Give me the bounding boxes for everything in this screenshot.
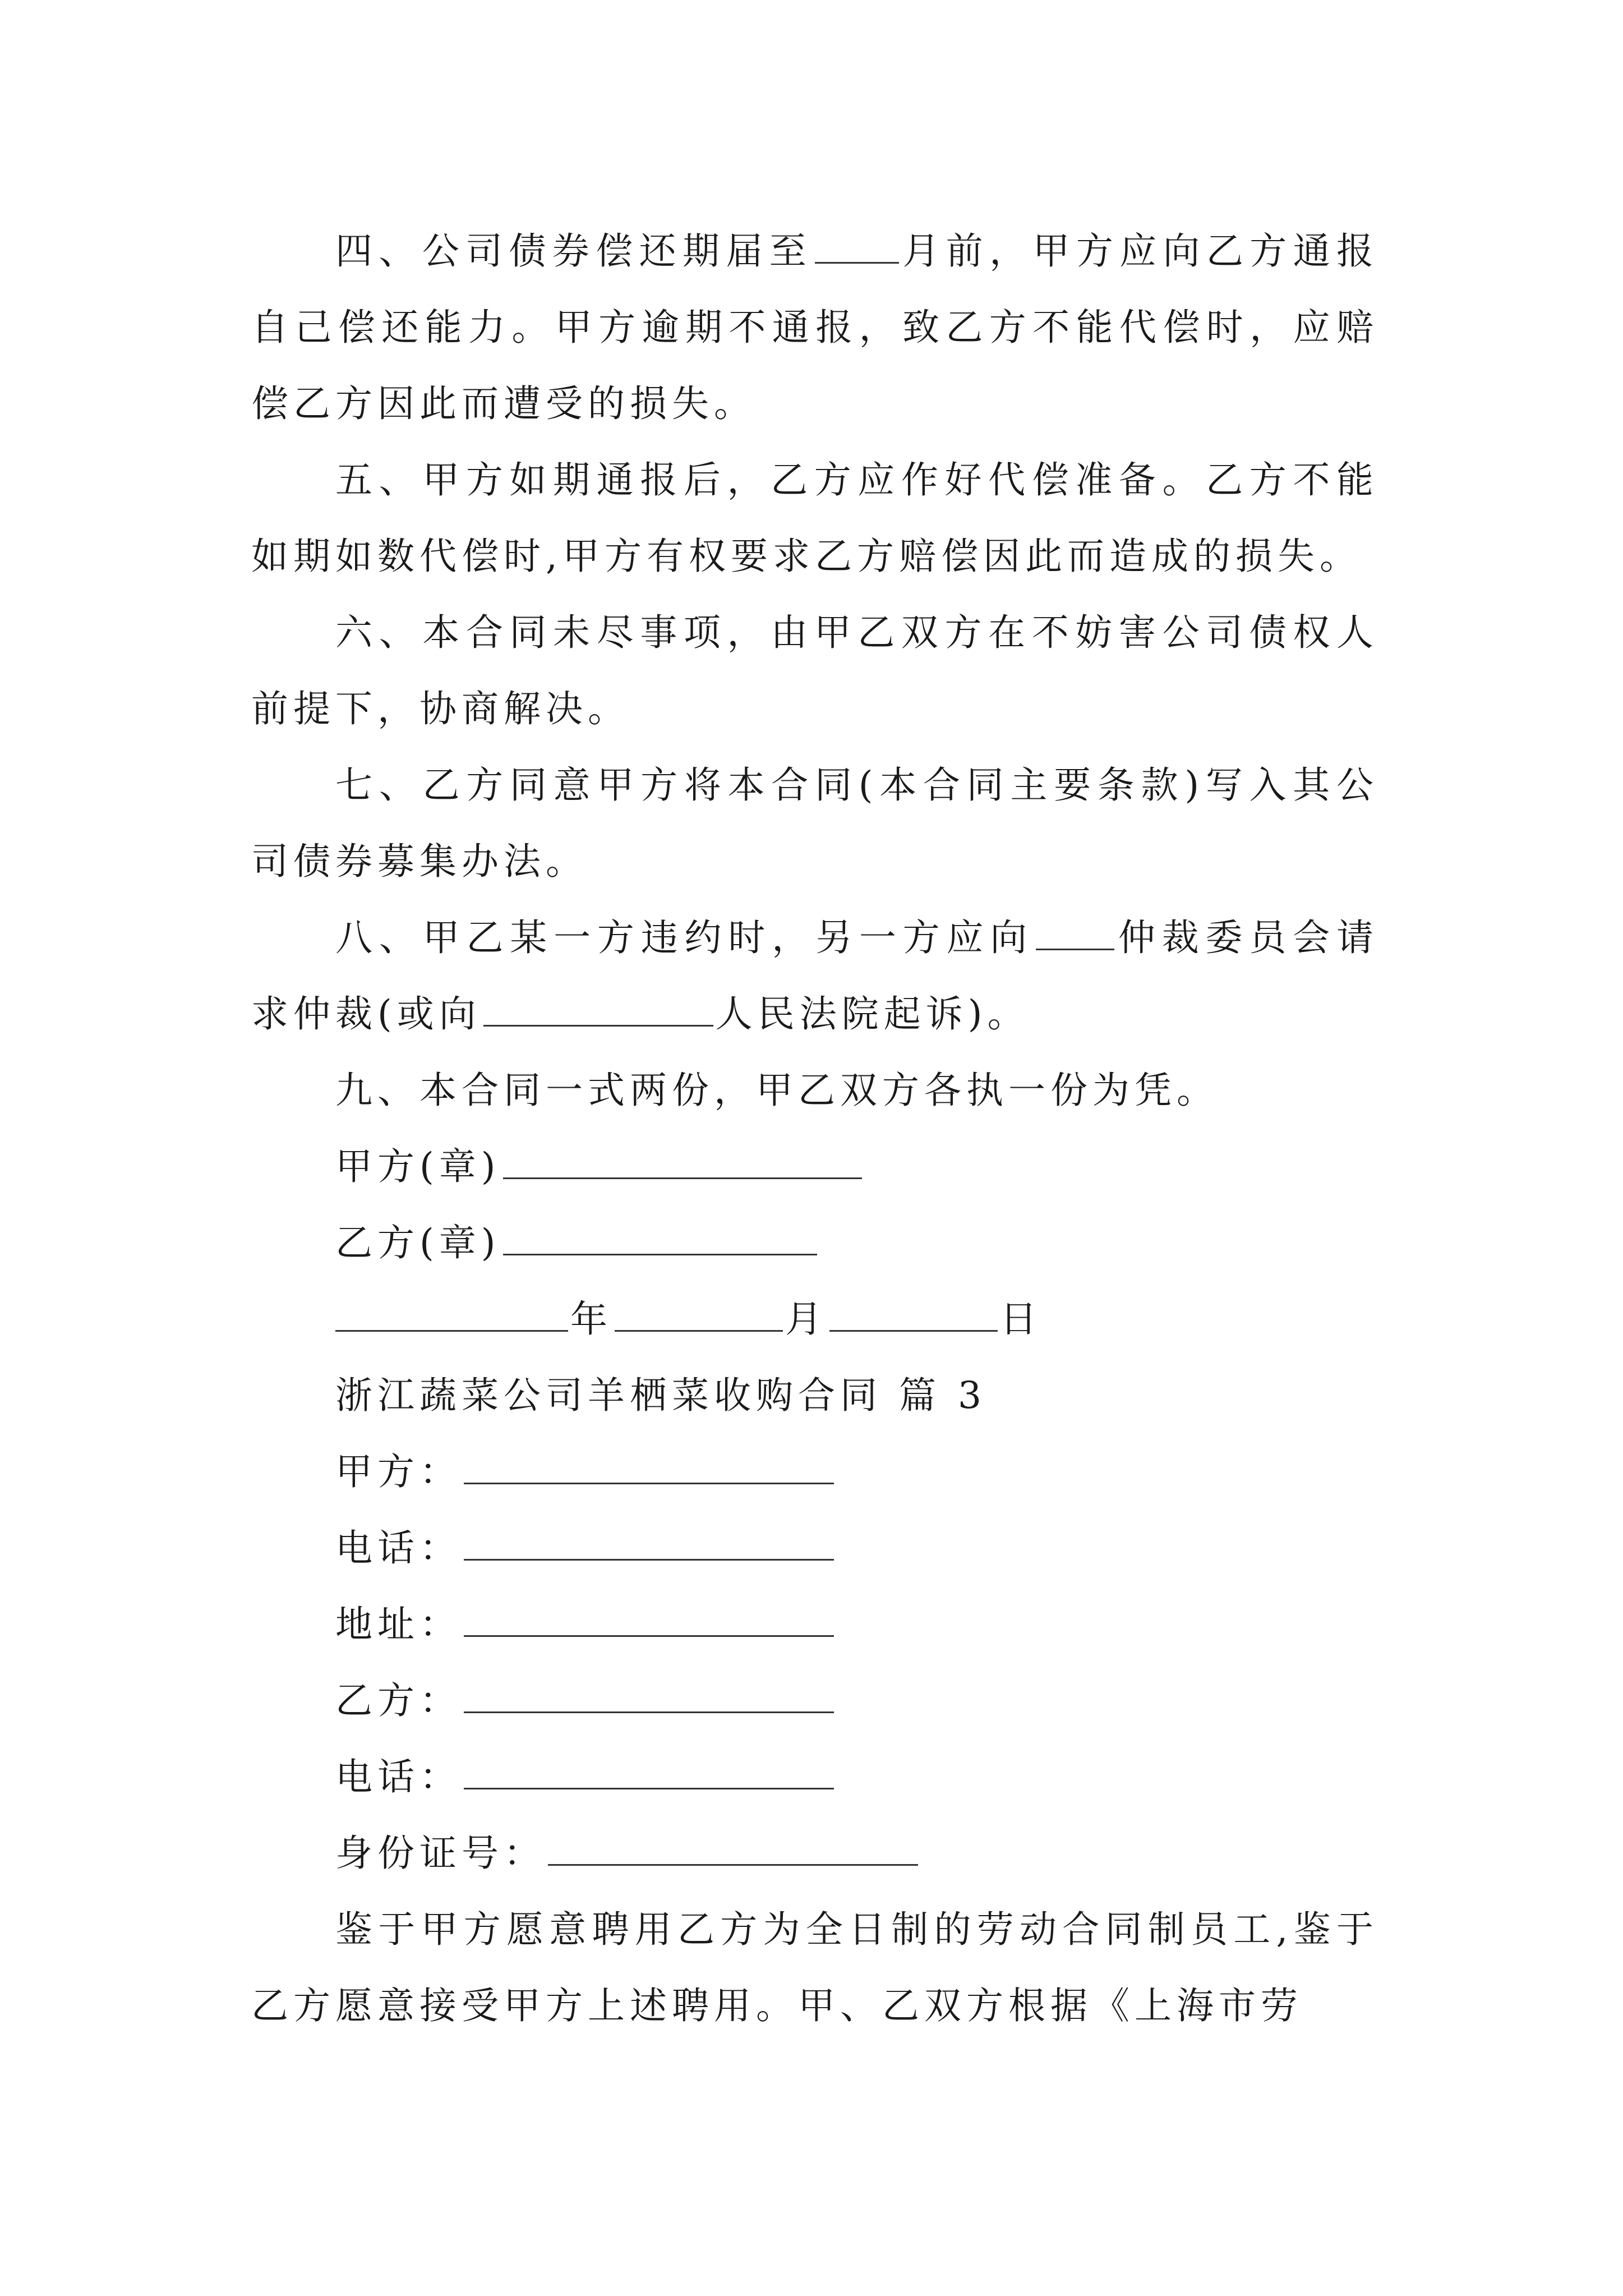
- field-phone-b: [251, 1739, 1378, 1815]
- clause-8-text-c: 人民法院起诉)。: [715, 992, 1030, 1036]
- signature-date: [251, 1281, 1378, 1358]
- field-party-a-label: 甲方：: [335, 1450, 462, 1493]
- clause-5: 五、甲方如期通报后，乙方应作好代偿准备。乙方不能如期如数代偿时,甲方有权要求乙方赔偿因此而造成的损失。: [251, 458, 1378, 578]
- date-month-label: 月: [785, 1297, 827, 1341]
- field-phone-a-line: [464, 1527, 834, 1561]
- intro-paragraph: 鉴于甲方愿意聘用乙方为全日制的劳动合同制员工,鉴于乙方愿意接受甲方上述聘用。甲、乙双方根据《上海市劳: [251, 1908, 1378, 2027]
- field-phone-b-label: 电话：: [335, 1755, 462, 1798]
- date-year-label: 年: [570, 1297, 612, 1341]
- field-id-number-label: 身份证号：: [335, 1832, 546, 1875]
- field-party-a: [251, 1434, 1378, 1510]
- clause-8-text-a: 八、甲乙某一方违约时，另一方应向: [335, 916, 1034, 959]
- section-title: 浙江蔬菜公司羊栖菜收购合同 篇 3: [335, 1374, 986, 1417]
- date-year-line: [335, 1299, 568, 1332]
- blank-court: [483, 993, 713, 1027]
- signature-party-a-line: [503, 1146, 862, 1179]
- field-address-line: [464, 1604, 834, 1637]
- field-address-label: 地址：: [335, 1603, 462, 1646]
- field-party-b: [251, 1663, 1378, 1739]
- clause-7: 七、乙方同意甲方将本合同(本合同主要条款)写入其公司债券募集办法。: [251, 763, 1378, 883]
- field-id-number: [251, 1815, 1378, 1892]
- signature-party-b: [251, 1205, 1378, 1281]
- date-day-label: 日: [1000, 1297, 1042, 1341]
- field-phone-a-label: 电话：: [335, 1526, 462, 1570]
- date-day-line: [829, 1299, 998, 1332]
- field-address: [251, 1586, 1378, 1663]
- clause-8-text-b: 仲裁委员会请求仲裁(或向: [251, 916, 1379, 1036]
- document-page: [251, 213, 1378, 2044]
- blank-months: [815, 231, 899, 264]
- clause-4: [251, 213, 1378, 442]
- field-phone-a: [251, 1510, 1378, 1586]
- clause-9: 九、本合同一式两份，甲乙双方各执一份为凭。: [335, 1069, 1219, 1112]
- field-party-b-label: 乙方：: [335, 1679, 462, 1722]
- signature-party-b-line: [503, 1222, 817, 1255]
- field-party-a-line: [464, 1451, 834, 1484]
- signature-party-b-label: 乙方(章): [335, 1221, 501, 1264]
- signature-party-a: [251, 1129, 1378, 1205]
- clause-4-text-a: 四、公司债券偿还期届至: [335, 229, 813, 273]
- clause-6: 六、本合同未尽事项，由甲乙双方在不妨害公司债权人前提下，协商解决。: [251, 611, 1378, 730]
- field-phone-b-line: [464, 1756, 834, 1789]
- clause-8: [251, 900, 1378, 1052]
- field-party-b-line: [464, 1680, 834, 1713]
- blank-arbitration: [1036, 917, 1114, 950]
- clause-4-text-b: 月前，甲方应向乙方通报自己偿还能力。甲方逾期不通报，致乙方不能代偿时，应赔偿乙方因此而遭受的损失。: [251, 229, 1378, 425]
- date-month-line: [615, 1299, 783, 1332]
- signature-party-a-label: 甲方(章): [335, 1145, 501, 1188]
- field-id-number-line: [548, 1833, 918, 1866]
